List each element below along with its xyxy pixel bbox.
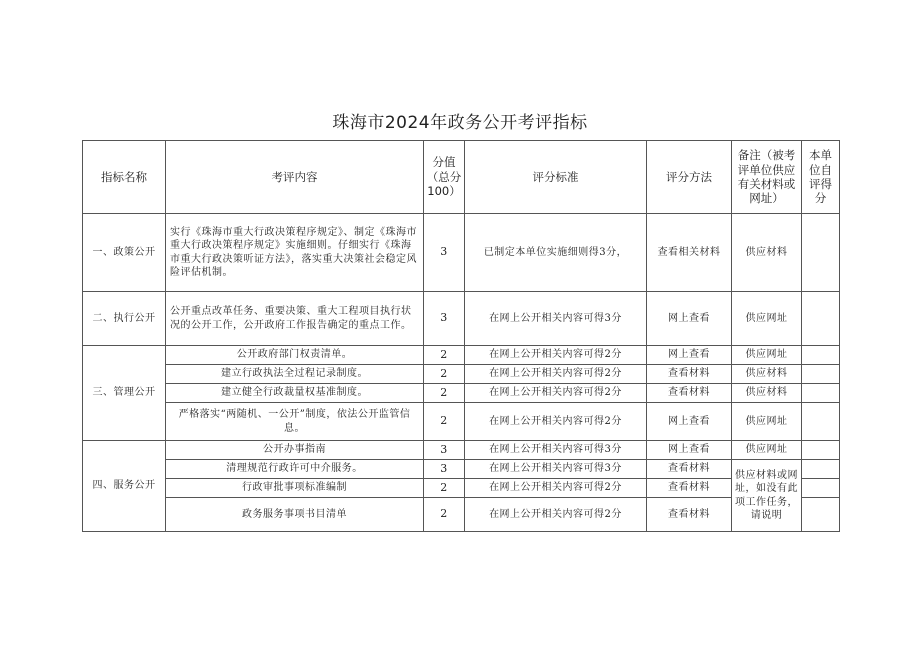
remark-cell: 供应材料	[732, 384, 802, 403]
method-cell: 网上查看	[647, 346, 732, 365]
score-cell: 2	[424, 346, 465, 365]
self-score-cell	[802, 365, 840, 384]
section-name: 二、执行公开	[83, 292, 166, 346]
score-cell: 3	[424, 460, 465, 479]
standard-cell: 在网上公开相关内容可得2分	[465, 403, 647, 441]
standard-cell: 在网上公开相关内容可得3分	[465, 460, 647, 479]
standard-cell: 在网上公开相关内容可得2分	[465, 498, 647, 532]
standard-cell: 在网上公开相关内容可得3分	[465, 292, 647, 346]
self-score-cell	[802, 479, 840, 498]
content-cell: 公开政府部门权责清单。	[166, 346, 424, 365]
merged-remark-cell: 供应材料或网址，如没有此项工作任务，请说明	[732, 460, 802, 532]
method-cell: 查看相关材料	[647, 214, 732, 292]
content-cell: 公开办事指南	[166, 441, 424, 460]
score-cell: 2	[424, 384, 465, 403]
content-cell: 政务服务事项书目清单	[166, 498, 424, 532]
remark-cell: 供应网址	[732, 346, 802, 365]
table-row	[83, 498, 840, 532]
section-name: 三、管理公开	[83, 346, 166, 441]
self-score-cell	[802, 214, 840, 292]
header-name: 指标名称	[83, 141, 166, 214]
method-cell: 网上查看	[647, 292, 732, 346]
page-title: 珠海市2024年政务公开考评指标	[332, 113, 588, 133]
method-cell: 查看材料	[647, 498, 732, 532]
remark-cell: 供应网址	[732, 292, 802, 346]
table-row	[83, 403, 840, 441]
standard-cell: 在网上公开相关内容可得2分	[465, 384, 647, 403]
table-row	[83, 214, 840, 292]
score-cell: 3	[424, 214, 465, 292]
table-row	[83, 460, 840, 479]
evaluation-table	[82, 140, 840, 532]
self-score-cell	[802, 441, 840, 460]
remark-cell: 供应网址	[732, 441, 802, 460]
table-row	[83, 479, 840, 498]
header-content: 考评内容	[166, 141, 424, 214]
content-cell: 公开重点改革任务、重要决策、重大工程项目执行状况的公开工作，公开政府工作报告确定的重点工作。	[166, 292, 424, 346]
method-cell: 网上查看	[647, 403, 732, 441]
score-cell: 3	[424, 292, 465, 346]
method-cell: 查看材料	[647, 384, 732, 403]
standard-cell: 在网上公开相关内容可得2分	[465, 365, 647, 384]
table-row	[83, 292, 840, 346]
method-cell: 网上查看	[647, 441, 732, 460]
standard-cell: 在网上公开相关内容可得2分	[465, 479, 647, 498]
content-cell: 建立健全行政裁量权基准制度。	[166, 384, 424, 403]
header-self-score: 本单位自评得分	[802, 141, 840, 214]
standard-cell: 已制定本单位实施细则得3分，	[465, 214, 647, 292]
self-score-cell	[802, 460, 840, 479]
score-cell: 2	[424, 498, 465, 532]
header-row	[83, 141, 840, 214]
content-cell: 建立行政执法全过程记录制度。	[166, 365, 424, 384]
header-score: 分值（总分100）	[424, 141, 465, 214]
content-cell: 严格落实“两随机、一公开”制度，依法公开监管信息。	[166, 403, 424, 441]
section-name: 四、服务公开	[83, 441, 166, 532]
self-score-cell	[802, 498, 840, 532]
header-method: 评分方法	[647, 141, 732, 214]
table-row	[83, 384, 840, 403]
self-score-cell	[802, 384, 840, 403]
score-cell: 2	[424, 365, 465, 384]
score-cell: 2	[424, 403, 465, 441]
method-cell: 查看材料	[647, 365, 732, 384]
table-row	[83, 365, 840, 384]
self-score-cell	[802, 403, 840, 441]
header-standard: 评分标准	[465, 141, 647, 214]
header-remark: 备注（被考评单位供应有关材料或网址）	[732, 141, 802, 214]
section-name: 一、政策公开	[83, 214, 166, 292]
remark-cell: 供应材料	[732, 365, 802, 384]
table-row	[83, 441, 840, 460]
content-cell: 行政审批事项标准编制	[166, 479, 424, 498]
content-cell: 实行《珠海市重大行政决策程序规定》、制定《珠海市重大行政决策程序规定》实施细则。仔细实行《珠海市重大行政决策听证方法》，落实重大决策社会稳定风险评估机制。	[166, 214, 424, 292]
score-cell: 2	[424, 479, 465, 498]
method-cell: 查看材料	[647, 479, 732, 498]
method-cell: 查看材料	[647, 460, 732, 479]
standard-cell: 在网上公开相关内容可得3分	[465, 441, 647, 460]
standard-cell: 在网上公开相关内容可得2分	[465, 346, 647, 365]
table-row	[83, 346, 840, 365]
self-score-cell	[802, 292, 840, 346]
self-score-cell	[802, 346, 840, 365]
content-cell: 清理规范行政许可中介服务。	[166, 460, 424, 479]
remark-cell: 供应网址	[732, 403, 802, 441]
remark-cell: 供应材料	[732, 214, 802, 292]
score-cell: 3	[424, 441, 465, 460]
